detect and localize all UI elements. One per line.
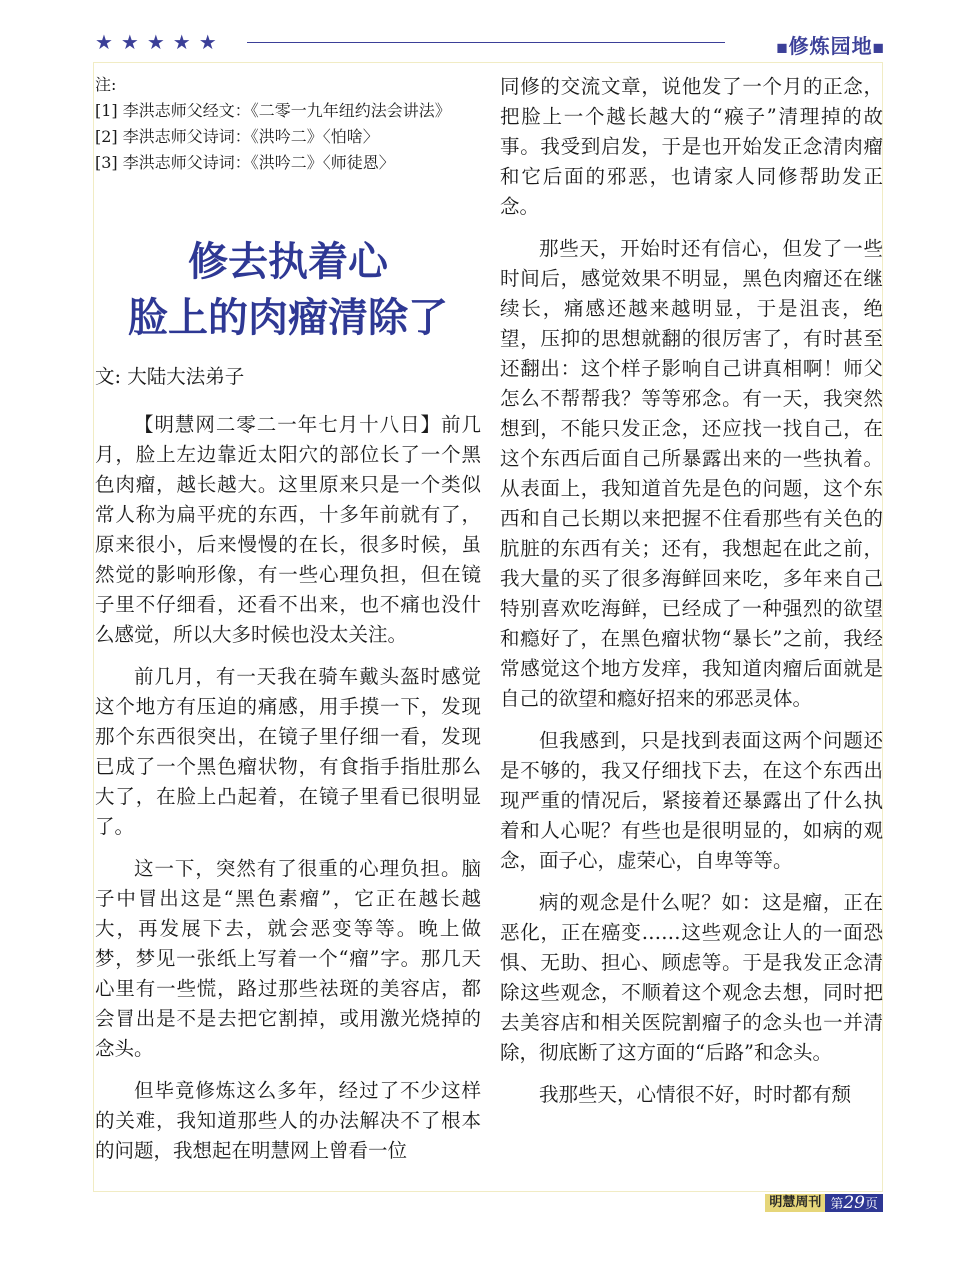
page-suffix: 页 [864, 1197, 878, 1212]
article-title [95, 234, 481, 346]
notes-heading: 注: [95, 75, 117, 94]
page-prefix: 第 [830, 1197, 844, 1212]
page-number-badge [825, 1194, 883, 1212]
title-line: 脸上的肉瘤清除了 [128, 295, 448, 341]
section-name [776, 30, 885, 59]
paragraph: 病的观念是什么呢？如：这是瘤，正在恶化，正在癌变……这些观念让人的一面恐惧、无助、担心、顾虑等。于是我发正念清除这些观念，不顺着这个观念去想，同时把去美容店和相关医院割瘤子的念头也一并清除，彻底断了这方面的“后路”和念头。 [500, 891, 883, 1064]
paragraph: 我那些天，心情很不好，时时都有颓 [539, 1083, 852, 1106]
header-rule [247, 42, 725, 43]
right-column [500, 72, 883, 1122]
article-author: 文: 大陆大法弟子 [95, 365, 245, 388]
paragraph: 但毕竟修炼这么多年，经过了不少这样的关难，我知道那些人的办法解决不了根本的问题，我想起在明慧网上曾看一位 [95, 1079, 481, 1162]
paragraph: 那些天，开始时还有信心，但发了一些时间后，感觉效果不明显，黑色肉瘤还在继续长，痛感还越来越明显，于是沮丧，绝望，压抑的思想就翻的很厉害了，有时甚至还翻出：这个样子影响自己讲真相啊！师父怎么不帮帮我？等等邪念。有一天，我突然想到，不能只发正念，还应找一找自己，在这个东西后面自己所暴露出来的一些执着。从表面上，我知道首先是色的问题，这个东西和自己长期以来把握不住看那些有关色的肮脏的东西有关；还有，我想起在此之前，我大量的买了很多海鲜回来吃，多年来自己特别喜欢吃海鲜，已经成了一种强烈的欲望和瘾好了，在黑色瘤状物“暴长”之前，我经常感觉这个地方发痒，我知道肉瘤后面就是自己的欲望和瘾好招来的邪恶灵体。 [500, 237, 883, 710]
left-column [95, 72, 481, 1178]
paragraph: 但我感到，只是找到表面这两个问题还是不够的，我又仔细找下去，在这个东西出现严重的情况后，紧接着还暴露出了什么执着和人心呢？有些也是很明显的，如病的观念，面子心，虚荣心，自卑等等。 [500, 729, 883, 872]
footnotes [95, 72, 481, 176]
title-line: 修去执着心 [188, 239, 388, 285]
paragraph: 前几月，有一天我在骑车戴头盔时感觉这个地方有压迫的痛感，用手摸一下，发现那个东西很突出，在镜子里仔细一看，发现已成了一个黑色瘤状物，有食指手指肚那么大了，在脸上凸起着，在镜子里看已很明显了。 [95, 665, 481, 838]
page-header [95, 28, 885, 60]
page-footer [765, 1194, 883, 1212]
decorative-stars: ★★★★★ [95, 30, 225, 54]
journal-name: 明慧周刊 [765, 1194, 825, 1212]
paragraph: 这一下，突然有了很重的心理负担。脑子中冒出这是“黑色素瘤”，它正在越长越大，再发展下去，就会恶变等等。晚上做梦，梦见一张纸上写着一个“瘤”字。那几天心里有一些慌，路过那些祛斑的美容店，都会冒出是不是去把它割掉，或用激光烧掉的念头。 [95, 857, 481, 1060]
square-bullet-icon: ■ [872, 40, 885, 55]
paragraph-continued: 同修的交流文章，说他发了一个月的正念，把脸上一个越长越大的“瘊子”清理掉的故事。我受到启发，于是也开始发正念清肉瘤和它后面的邪恶，也请家人同修帮助发正念。 [500, 75, 883, 218]
section-label: 修炼园地 [788, 34, 873, 58]
page-number: 29 [843, 1193, 865, 1213]
note-item: [1] 李洪志师父经文：《二零一九年纽约法会讲法》 [95, 101, 451, 120]
square-bullet-icon: ■ [776, 40, 789, 55]
note-item: [3] 李洪志师父诗词：《洪吟二》〈师徒恩〉 [95, 153, 395, 172]
note-item: [2] 李洪志师父诗词：《洪吟二》〈怕啥〉 [95, 127, 379, 146]
paragraph: 【明慧网二零二一年七月十八日】前几月，脸上左边靠近太阳穴的部位长了一个黑色肉瘤，越长越大。这里原来只是一个类似常人称为扁平疣的东西，十多年前就有了，原来很小，后来慢慢的在长，很多时候，虽然觉的影响形像，有一些心理负担，但在镜子里不仔细看，还看不出来，也不痛也没什么感觉，所以大多时候也没太关注。 [95, 413, 481, 646]
